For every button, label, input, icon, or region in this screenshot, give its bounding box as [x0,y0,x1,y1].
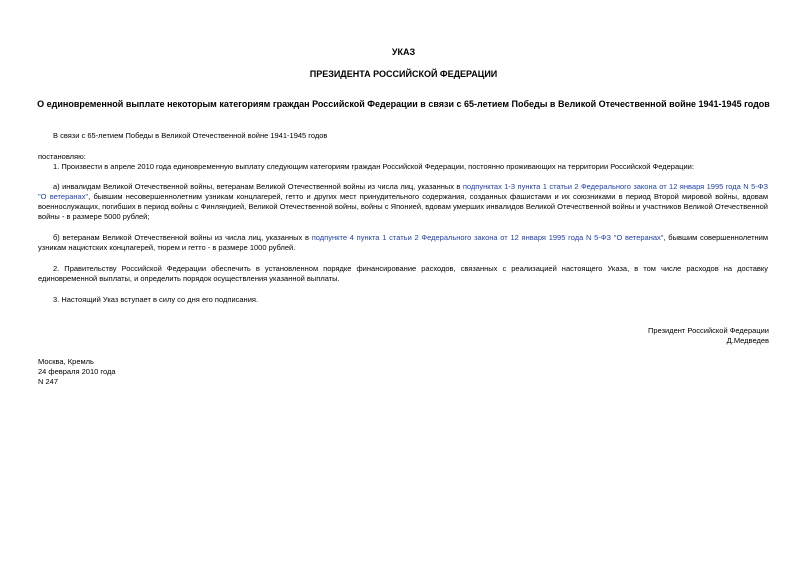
paragraph-3: 3. Настоящий Указ вступает в силу со дня его подписания. [53,295,259,304]
law-reference-link-2[interactable]: подпункте 4 пункта 1 статьи 2 Федерального закона от 12 января 1995 года N 5-ФЗ "О ветеранах" [311,233,664,242]
paragraph-1a-text-start: а) инвалидам Великой Отечественной войны, ветеранам Великой Отечественной войны из числа лиц, указанных в [53,182,463,191]
preamble [38,131,768,141]
decree-subject: О единовременной выплате некоторым категориям граждан Российской Федерации в связи с 65-летием Победы в Великой Отечественной войне 1941-1945 годов [37,99,770,109]
decree-word: постановляю: [38,152,86,161]
paragraph-1b [38,233,768,253]
paragraph-1b-text-end: , бывшим совершеннолетним узникам нацистских концлагерей, тюрем и гетто - в размере 1000 рублей. [38,233,768,252]
paragraph-2: 2. Правительству Российской Федерации обеспечить в установленном порядке финансирование расходов, связанных с реализацией настоящего Указа, в том числе расходов на доставку единовременной выплаты, и определить порядок осуществления указанной выплаты. [38,264,768,283]
paragraph-1b-text-start: б) ветеранам Великой Отечественной войны из числа лиц, указанных в [53,233,312,242]
footer-date: 24 февраля 2010 года [38,367,116,376]
paragraph-1a-text-end: , бывшим несовершеннолетним узникам концлагерей, гетто и других мест принудительного содержания, созданных фашистами и их союзниками в период Второй мировой войны, вдовам военнослужащих, погибших в период войны с Финляндией, Великой Отечественной войны, войны с Японией, вдовам умерших инвалидов Великой Отечественной войны и участников Великой Отечественной войны - в размере 5000 рублей; [38,192,768,221]
decree-title: УКАЗ [391,47,416,57]
signature-position: Президент Российской Федерации [648,326,769,335]
signature-name: Д.Медведев [726,336,769,345]
law-reference-link-1[interactable]: подпунктах 1-3 пункта 1 статьи 2 Федерального закона от 12 января 1995 года N 5-ФЗ "О ветеранах" [38,182,768,201]
footer-place: Москва, Кремль [38,357,94,366]
preamble-text: В связи с 65-летием Победы в Великой Отечественной войне 1941-1945 годов [53,131,328,140]
decree-issuer: ПРЕЗИДЕНТА РОССИЙСКОЙ ФЕДЕРАЦИИ [309,69,498,79]
paragraph-1: 1. Произвести в апреле 2010 года единовременную выплату следующим категориям граждан Российской Федерации, постоянно проживающих на территории Российской Федерации: [53,162,694,171]
footer-number: N 247 [38,377,59,386]
paragraph-1a [38,182,768,222]
